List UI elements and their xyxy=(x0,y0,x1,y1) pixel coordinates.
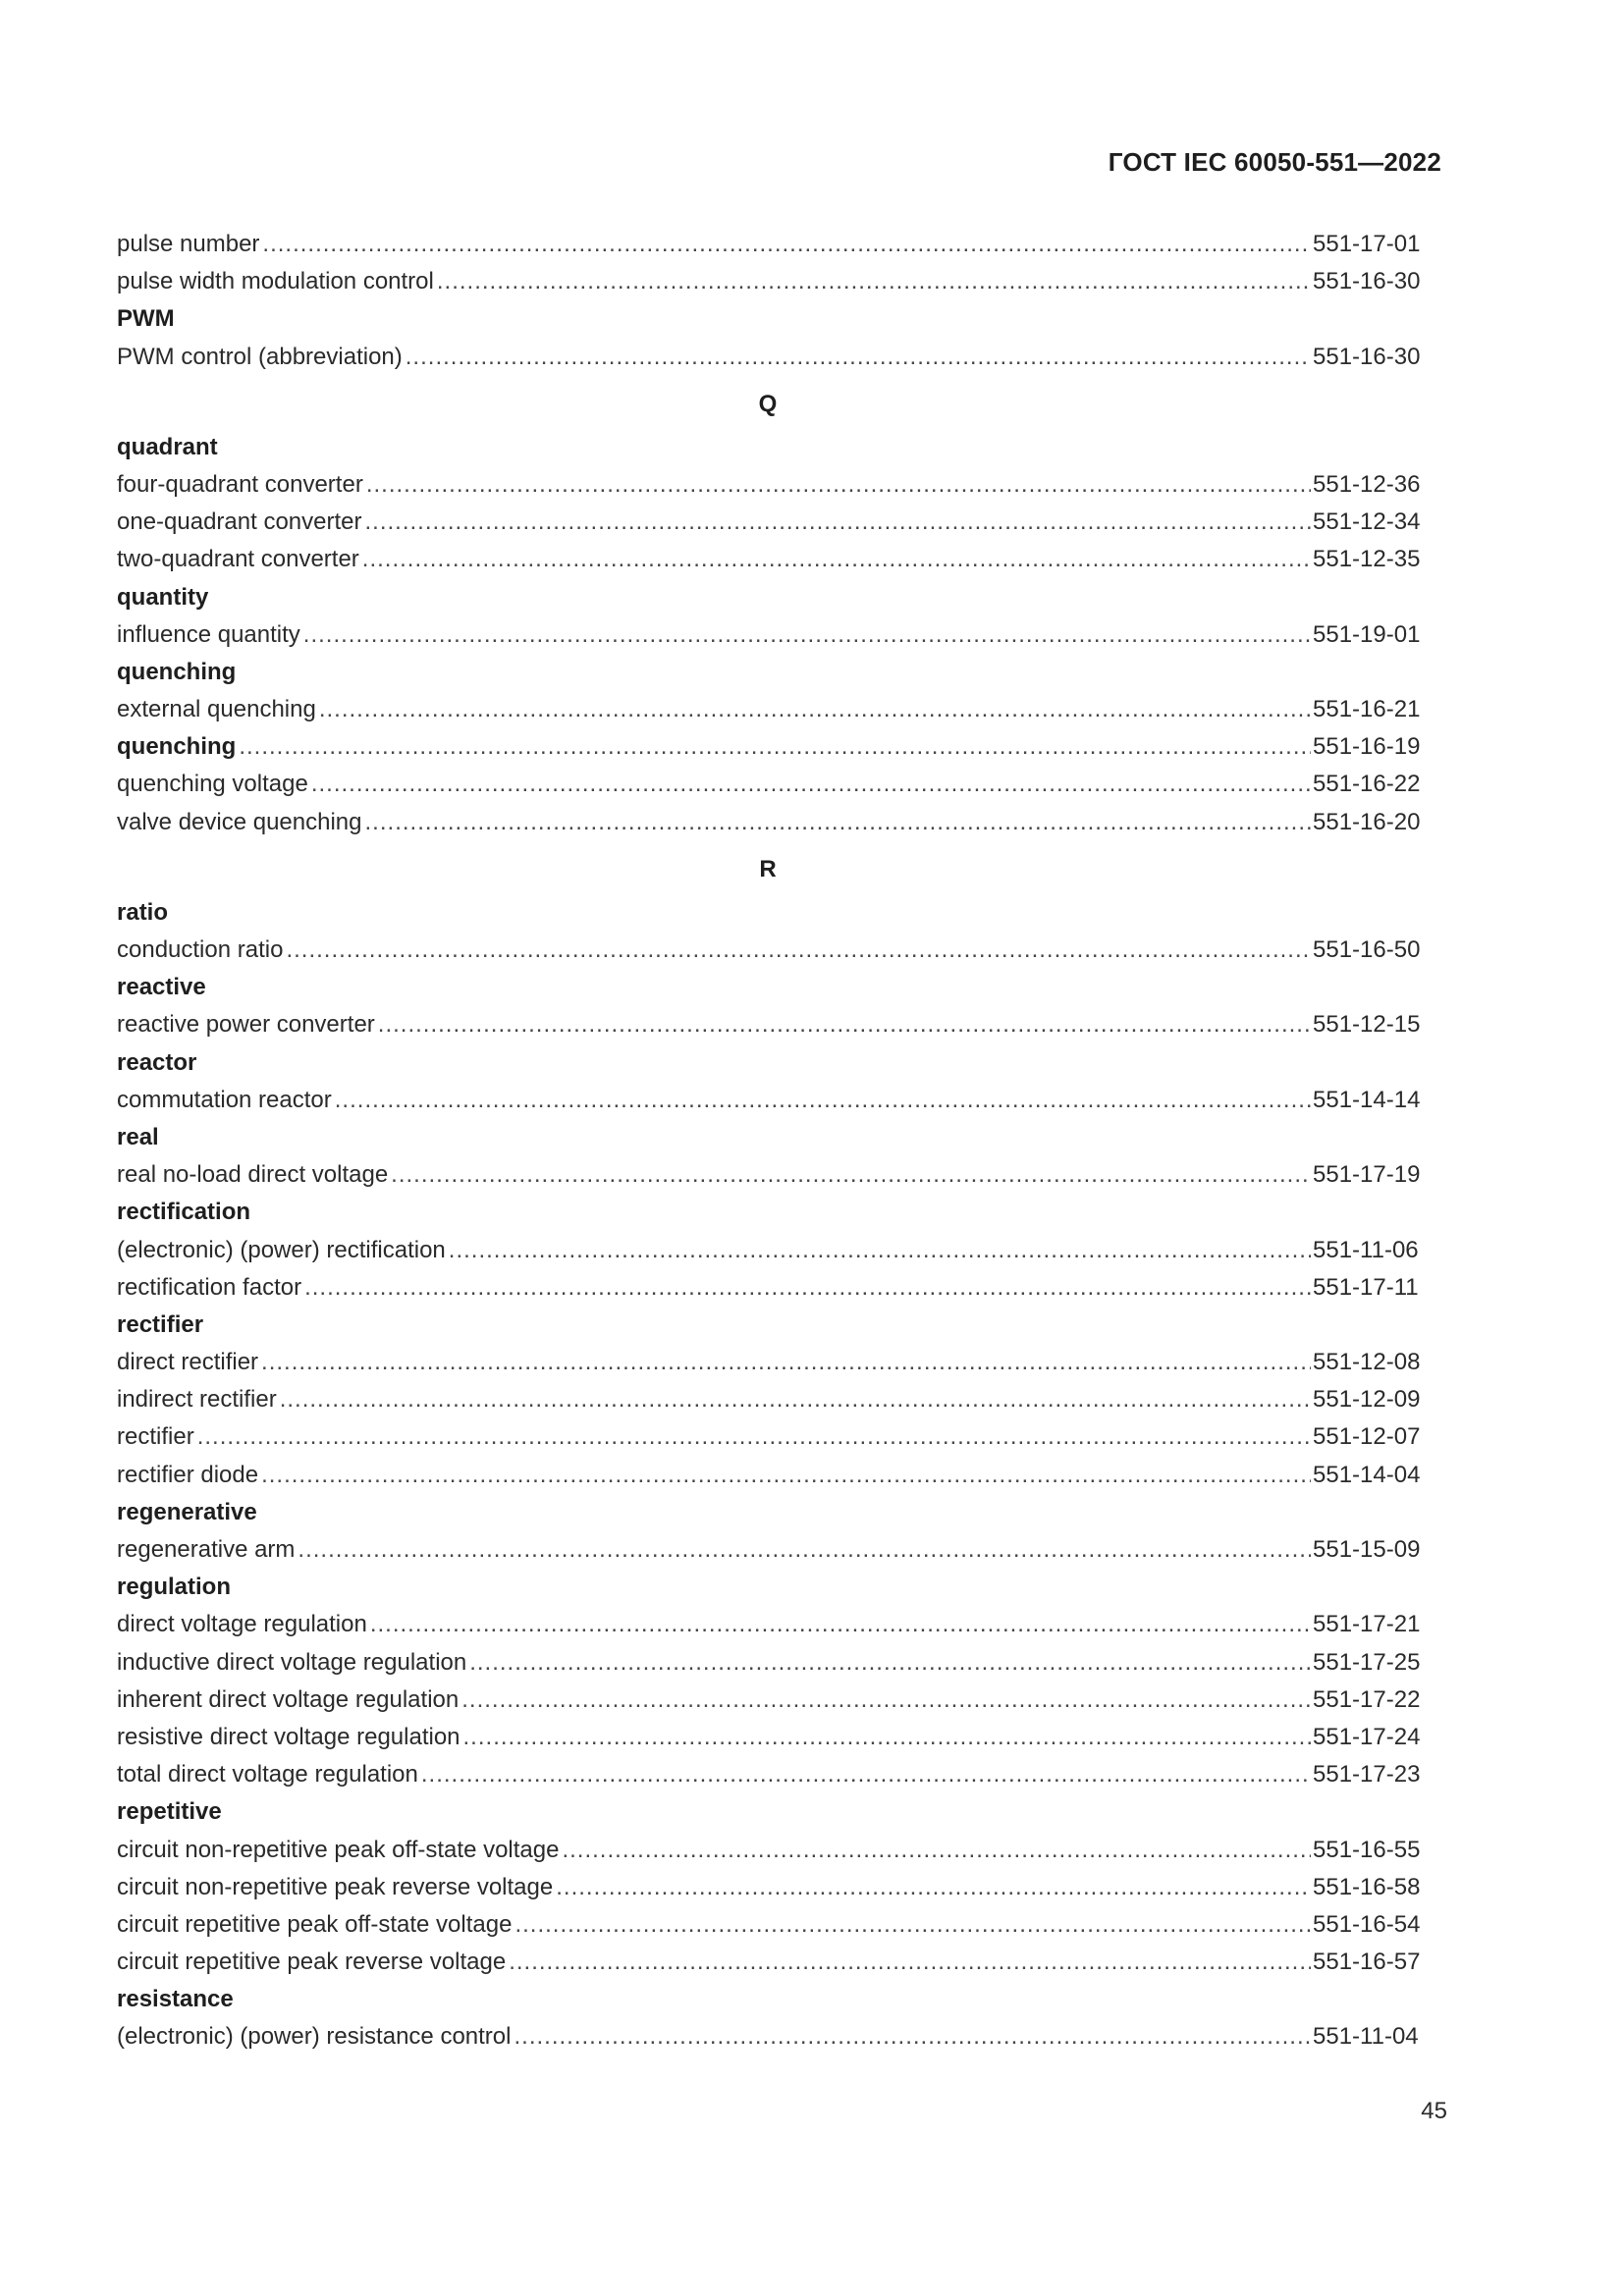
index-entry xyxy=(117,1719,1429,1756)
index-reference: 551-16-20 xyxy=(1313,808,1421,835)
index-term: one-quadrant converter xyxy=(117,508,362,536)
index-term: PWM control (abbreviation) xyxy=(117,343,403,370)
index-reference: 551-16-22 xyxy=(1313,771,1421,798)
index-entry xyxy=(117,1344,1429,1381)
index-term: total direct voltage regulation xyxy=(117,1761,418,1789)
index-entry xyxy=(117,1381,1429,1418)
index-term: valve device quenching xyxy=(117,808,362,835)
dot-leader xyxy=(303,616,1311,654)
index-entry xyxy=(117,1531,1429,1569)
dot-leader xyxy=(469,1644,1311,1682)
index-reference: 551-14-14 xyxy=(1313,1086,1421,1113)
index-reference: 551-16-30 xyxy=(1313,343,1421,370)
index-entry xyxy=(117,1082,1429,1119)
dot-leader xyxy=(319,691,1311,728)
index-reference: 551-12-09 xyxy=(1313,1386,1421,1414)
dot-leader xyxy=(298,1531,1311,1569)
index-entry xyxy=(117,1006,1429,1043)
index-entry xyxy=(117,1269,1429,1307)
index-reference: 551-17-11 xyxy=(1313,1273,1419,1301)
index-reference: 551-11-04 xyxy=(1313,2023,1419,2051)
index-reference: 551-17-21 xyxy=(1313,1611,1421,1638)
index-entry xyxy=(117,1606,1429,1643)
index-entry xyxy=(117,1418,1429,1456)
dot-leader xyxy=(406,339,1311,376)
dot-leader xyxy=(365,804,1311,841)
index-term: reactive power converter xyxy=(117,1011,375,1039)
index-reference: 551-12-15 xyxy=(1313,1011,1421,1039)
dot-leader xyxy=(280,1381,1311,1418)
index-entry xyxy=(117,1869,1429,1906)
index-entry xyxy=(117,804,1429,841)
index-reference: 551-16-57 xyxy=(1313,1949,1421,1976)
index-reference: 551-16-21 xyxy=(1313,696,1421,723)
index-term: pulse width modulation control xyxy=(117,268,434,295)
dot-leader xyxy=(463,1719,1311,1756)
index-reference: 551-17-25 xyxy=(1313,1648,1421,1676)
index-keyword-heading: quantity xyxy=(117,583,209,611)
dot-leader xyxy=(261,1344,1311,1381)
dot-leader xyxy=(335,1082,1311,1119)
index-term: pulse number xyxy=(117,231,260,257)
index-term: four-quadrant converter xyxy=(117,470,363,498)
index-keyword-heading: quenching xyxy=(117,658,237,685)
index-reference: 551-17-24 xyxy=(1313,1723,1421,1750)
index-reference: 551-16-50 xyxy=(1313,936,1421,963)
dot-leader xyxy=(311,766,1311,803)
index-term: rectifier diode xyxy=(117,1461,259,1488)
dot-leader xyxy=(562,1832,1311,1869)
index-term: rectifier xyxy=(117,1423,194,1451)
index-section-letter: Q xyxy=(758,390,778,417)
index-reference: 551-12-34 xyxy=(1313,508,1421,536)
dot-leader xyxy=(514,1906,1311,1944)
index-entry xyxy=(117,932,1429,969)
index-keyword-heading: resistance xyxy=(117,1986,234,2013)
index-reference: 551-17-01 xyxy=(1313,231,1421,257)
dot-leader xyxy=(461,1682,1311,1719)
index-term: resistive direct voltage regulation xyxy=(117,1723,460,1750)
dot-leader xyxy=(370,1606,1311,1643)
dot-leader xyxy=(197,1418,1311,1456)
index-term: influence quantity xyxy=(117,620,300,648)
index-reference: 551-16-30 xyxy=(1313,268,1421,295)
index-keyword-heading: ratio xyxy=(117,898,169,926)
index-term: commutation reactor xyxy=(117,1086,332,1113)
index-entry xyxy=(117,466,1429,504)
index-term: direct rectifier xyxy=(117,1349,259,1376)
index-reference: 551-17-22 xyxy=(1313,1685,1421,1713)
index-section-letter: R xyxy=(759,855,777,882)
index-entry xyxy=(117,1832,1429,1869)
index-keyword-heading: reactive xyxy=(117,974,206,1001)
dot-leader xyxy=(286,932,1311,969)
index-term: indirect rectifier xyxy=(117,1386,277,1414)
index-term: circuit repetitive peak reverse voltage xyxy=(117,1949,507,1976)
index-reference: 551-19-01 xyxy=(1313,620,1421,648)
index-entry xyxy=(117,1906,1429,1944)
index-keyword-heading: repetitive xyxy=(117,1798,222,1826)
index-reference: 551-12-08 xyxy=(1313,1349,1421,1376)
dot-leader xyxy=(262,226,1311,263)
page-number: 45 xyxy=(1421,2098,1447,2124)
index-reference: 551-16-54 xyxy=(1313,1910,1421,1938)
dot-leader xyxy=(421,1756,1311,1793)
index-keyword-heading: regulation xyxy=(117,1574,232,1601)
index-keyword-heading: reactor xyxy=(117,1048,197,1076)
index-entry xyxy=(117,1156,1429,1194)
dot-leader xyxy=(514,2018,1311,2056)
index-entry xyxy=(117,728,1429,766)
index-term: direct voltage regulation xyxy=(117,1611,367,1638)
index-entry xyxy=(117,616,1429,654)
index-keyword-heading: rectifier xyxy=(117,1310,204,1338)
index-entry xyxy=(117,1232,1429,1269)
dot-leader xyxy=(304,1269,1311,1307)
dot-leader xyxy=(261,1457,1311,1494)
dot-leader xyxy=(362,541,1311,578)
index-term: inherent direct voltage regulation xyxy=(117,1685,460,1713)
index-reference: 551-16-19 xyxy=(1313,733,1421,761)
index-reference: 551-16-58 xyxy=(1313,1873,1421,1900)
index-entry xyxy=(117,2018,1429,2056)
index-entry xyxy=(117,1644,1429,1682)
index-term: external quenching xyxy=(117,696,316,723)
index-reference: 551-16-55 xyxy=(1313,1836,1421,1863)
index-term: quenching xyxy=(117,733,237,761)
index-reference: 551-12-35 xyxy=(1313,546,1421,573)
index-reference: 551-11-06 xyxy=(1313,1236,1419,1263)
index-entry xyxy=(117,226,1429,263)
index-term: rectification factor xyxy=(117,1273,302,1301)
index-term: two-quadrant converter xyxy=(117,546,359,573)
document-header: ГОСТ IEC 60050-551—2022 xyxy=(1108,147,1441,177)
index-entry xyxy=(117,339,1429,376)
index-reference: 551-15-09 xyxy=(1313,1536,1421,1563)
index-entry xyxy=(117,1457,1429,1494)
index-term: circuit non-repetitive peak reverse voltage xyxy=(117,1873,554,1900)
index-list xyxy=(117,226,1429,2056)
dot-leader xyxy=(556,1869,1311,1906)
dot-leader xyxy=(239,728,1311,766)
index-entry xyxy=(117,504,1429,541)
index-keyword-heading: PWM xyxy=(117,305,175,333)
index-keyword-heading: rectification xyxy=(117,1199,251,1226)
index-term: (electronic) (power) rectification xyxy=(117,1236,446,1263)
index-term: (electronic) (power) resistance control xyxy=(117,2023,512,2051)
index-entry xyxy=(117,541,1429,578)
index-reference: 551-17-23 xyxy=(1313,1761,1421,1789)
dot-leader xyxy=(449,1232,1311,1269)
index-reference: 551-12-36 xyxy=(1313,470,1421,498)
index-entry xyxy=(117,1756,1429,1793)
dot-leader xyxy=(437,263,1311,300)
index-term: real no-load direct voltage xyxy=(117,1161,389,1189)
index-entry xyxy=(117,1944,1429,1981)
dot-leader xyxy=(509,1944,1311,1981)
index-reference: 551-12-07 xyxy=(1313,1423,1421,1451)
dot-leader xyxy=(365,504,1312,541)
index-term: quenching voltage xyxy=(117,771,308,798)
dot-leader xyxy=(391,1156,1311,1194)
index-entry xyxy=(117,263,1429,300)
index-term: circuit non-repetitive peak off-state voltage xyxy=(117,1836,560,1863)
index-keyword-heading: regenerative xyxy=(117,1498,257,1525)
index-term: conduction ratio xyxy=(117,936,284,963)
index-keyword-heading: quadrant xyxy=(117,433,218,460)
index-reference: 551-17-19 xyxy=(1313,1161,1421,1189)
index-entry xyxy=(117,1682,1429,1719)
index-term: inductive direct voltage regulation xyxy=(117,1648,467,1676)
index-entry xyxy=(117,691,1429,728)
index-term: circuit repetitive peak off-state voltage xyxy=(117,1910,513,1938)
dot-leader xyxy=(378,1006,1311,1043)
index-keyword-heading: real xyxy=(117,1123,159,1150)
index-entry xyxy=(117,766,1429,803)
index-term: regenerative arm xyxy=(117,1536,296,1563)
index-reference: 551-14-04 xyxy=(1313,1461,1421,1488)
dot-leader xyxy=(366,466,1311,504)
